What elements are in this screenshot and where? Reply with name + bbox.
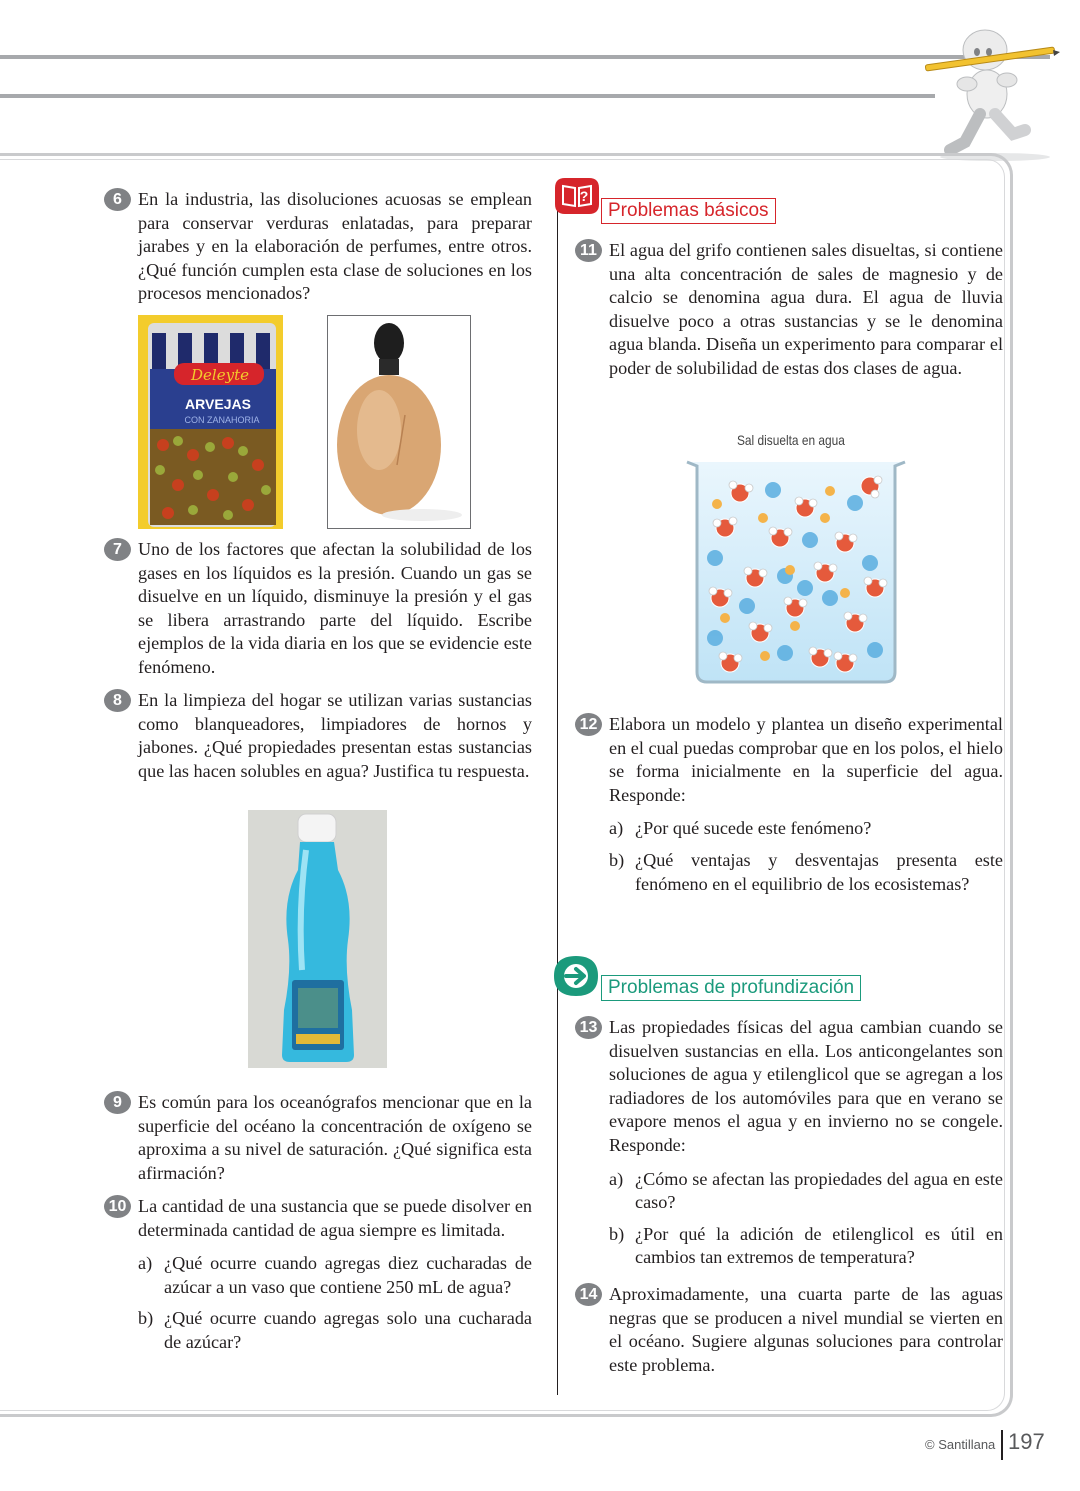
subquestion-text: ¿Qué ocurre cuando agregas diez cucharadas de azúcar a un vaso que contiene 250 mL de agua? — [164, 1253, 532, 1297]
subquestion-text: ¿Qué ocurre cuando agregas solo una cucharada de azúcar? — [164, 1308, 532, 1352]
publisher-credit: © Santillana — [925, 1437, 996, 1452]
subquestion-b — [609, 1223, 1003, 1270]
question-text: Es común para los oceanógrafos mencionar que en la superficie del océano la concentración de oxígeno se aproxima a su nivel de saturación. ¿Qué significa esta afirmación? — [138, 1092, 532, 1183]
question-6 — [113, 188, 532, 306]
header-rule-bottom — [0, 94, 935, 98]
question-11 — [580, 239, 1003, 381]
subquestion-b — [138, 1307, 532, 1354]
question-text: Elabora un modelo y plantea un diseño experimental en el cual puedas comprobar que en los polos, el hielo se forma inicialmente en la superficie del agua. Responde: — [609, 714, 1003, 805]
column-divider — [557, 205, 558, 1395]
question-9 — [113, 1091, 532, 1185]
question-text: El agua del grifo contienen sales disueltas, si contiene una alta concentración de sales de magnesio y de calcio se denomina agua dura. El agua de lluvia disuelve poco a otras sustancias y se le denomina agua blanda. Diseña un experimento para comparar el poder de solubilidad de estas dos clases de agua. — [609, 240, 1003, 378]
question-number-badge: 10 — [104, 1195, 131, 1218]
question-number-badge: 12 — [575, 713, 602, 736]
subquestion-a — [609, 817, 1003, 841]
subquestion-text: ¿Cómo se afectan las propiedades del agua en este caso? — [635, 1168, 1003, 1213]
subquestion-label: b) — [609, 1223, 625, 1244]
arrow-right-icon — [554, 956, 600, 996]
perfume-bottle-photo — [327, 315, 471, 529]
subquestion-text: ¿Por qué la adición de etilenglicol es útil en cambios tan extremos de temperatura? — [635, 1223, 1003, 1268]
question-number-badge: 8 — [104, 689, 131, 712]
cleaning-liquid-bottle-photo — [248, 810, 387, 1068]
question-number-badge: 9 — [104, 1091, 131, 1114]
canned-peas-photo — [138, 315, 283, 529]
can-product-text: ARVEJAS — [185, 396, 251, 412]
question-number-badge: 11 — [575, 239, 602, 262]
question-text: En la industria, las disoluciones acuosas se emplean para conservar verduras enlatadas, para preparar jarabes y en la elaboración de perfumes, entre otros. ¿Qué función cumplen esta clase de soluciones en los procesos mencionados? — [138, 189, 532, 304]
figure-caption: Sal disuelta en agua — [737, 432, 845, 448]
subquestion-text: ¿Por qué sucede este fenómeno? — [635, 818, 872, 839]
subquestion-a — [609, 1168, 1003, 1215]
question-text: Aproximadamente, una cuarta parte de las aguas negras que se producen a nivel mundial se vierten en el océano. Sugiere algunas soluciones para controlar este problema. — [609, 1284, 1003, 1375]
section-title-deep-problems: Problemas de profundización — [601, 975, 861, 1001]
subquestion-label: a) — [609, 1168, 624, 1189]
footer-divider — [1001, 1430, 1003, 1460]
question-number-badge: 13 — [575, 1016, 602, 1039]
question-7 — [113, 538, 532, 680]
question-10 — [108, 1195, 532, 1355]
page-number: 197 — [1008, 1429, 1045, 1454]
subquestion-text: ¿Qué ventajas y desventajas presenta este fenómeno en el equilibrio de los ecosistemas? — [635, 849, 1003, 894]
question-number-badge: 6 — [104, 188, 131, 211]
can-variant-text: CON ZANAHORIA — [184, 415, 260, 425]
question-text: Las propiedades físicas del agua cambian cuando se disuelven sustancias en ella. Los anticongelantes son soluciones de agua y etilenglicol que se agregan a los radiadores de los automóviles para que en verano se evapore menos el agua y en invierno no se congele. Responde: — [609, 1017, 1003, 1155]
subquestion-b — [609, 849, 1003, 896]
question-12 — [579, 713, 1003, 896]
can-brand-text: Deleyte — [191, 366, 249, 384]
header-rule-top — [0, 55, 1050, 59]
question-text: En la limpieza del hogar se utilizan varias sustancias como blanqueadores, limpiadores de hornos y jabones. ¿Qué propiedades presentan estas sustancias que las hacen solubles en agua? Justifica tu respuesta. — [138, 690, 532, 781]
question-number-badge: 14 — [575, 1283, 602, 1306]
question-number-badge: 7 — [104, 538, 131, 561]
subquestion-label: a) — [138, 1253, 153, 1274]
question-14 — [579, 1283, 1003, 1377]
salt-dissolved-in-water-illustration — [685, 458, 907, 686]
question-13 — [579, 1016, 1003, 1270]
question-text: Uno de los factores que afectan la solubilidad de los gases en los líquidos es la presión. Cuando un gas se disuelve en un líquido, disminuye la presión y el gas se libera arrastrando parte del líquido. Escribe ejemplos de la vida diaria en los que se evidencie este fenómeno. — [138, 539, 532, 677]
book-question-icon — [555, 178, 599, 214]
svg-text:?: ? — [579, 188, 589, 204]
subquestion-label: a) — [609, 818, 624, 839]
section-title-basic-problems: Problemas básicos — [601, 198, 776, 224]
subquestion-label: b) — [609, 849, 625, 870]
subquestion-label: b) — [138, 1308, 154, 1329]
mascot-with-pencil-illustration — [925, 22, 1060, 162]
question-text: La cantidad de una sustancia que se puede disolver en determinada cantidad de agua siempre es limitada. — [138, 1196, 532, 1240]
subquestion-a — [138, 1252, 532, 1299]
question-8 — [113, 689, 532, 783]
